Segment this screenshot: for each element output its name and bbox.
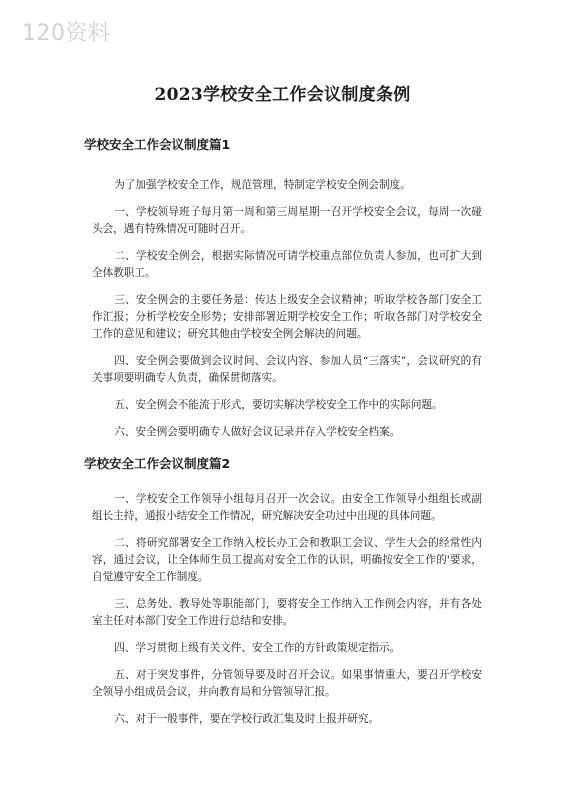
paragraph: 三、总务处、教导处等职能部门，要将安全工作纳入工作例会内容，并有各处室主任对本部门安全工作进行总结和安排。 (92, 598, 482, 627)
paragraph: 五、对于突发事件，分管领导要及时召开会议。如果事情重大，要召开学校安全领导小组成员会议，并向教育局和分管领导汇报。 (92, 669, 482, 698)
paragraph: 六、安全例会要明确专人做好会议记录并存入学校安全档案。 (114, 426, 401, 438)
paragraph: 一、学校领导班子每月第一周和第三周星期一召开学校安全会议，每周一次碰头会，遇有特殊情况可随时召开。 (92, 206, 482, 235)
section-heading: 学校安全工作会议制度篇2 (84, 456, 231, 471)
document-title: 2023学校安全工作会议制度条例 (154, 85, 411, 105)
section-heading: 学校安全工作会议制度篇1 (84, 137, 231, 152)
section-1 (84, 137, 482, 451)
paragraph: 五、安全例会不能流于形式，要切实解决学校安全工作中的实际问题。 (114, 399, 443, 411)
paragraph: 二、学校安全例会，根据实际情况可请学校重点部位负责人参加，也可扩大到全体教职工。 (92, 250, 482, 279)
paragraph: 为了加强学校安全工作，规范管理，特制定学校安全例会制度。 (114, 179, 411, 191)
section-2 (84, 456, 482, 738)
paragraph: 二、将研究部署安全工作纳入校长办工会和教职工会议、学生大会的经常性内容，通过会议，让全体师生员工提高对安全工作的认识，明确按安全工作的'要求，自觉遵守安全工作制度。 (92, 537, 482, 583)
paragraph: 一、学校安全工作领导小组每月召开一次会议。由安全工作领导小组组长或副组长主持，通报小结安全工作情况，研究解决安全功过中出现的具体问题。 (92, 493, 482, 522)
paragraph: 四、安全例会要做到会议时间、会议内容、参加人员“三落实”，会议研究的有关事项要明确专人负责，确保贯彻落实。 (92, 355, 482, 384)
paragraph: 三、安全例会的主要任务是：传达上级安全会议精神；听取学校各部门安全工作汇报；分析学校安全形势；安排部署近期学校安全工作；听取各部门对学校安全工作的意见和建议；研究其他由学校安全例会解决的问题。 (92, 294, 482, 340)
watermark: 120资料 (22, 21, 111, 46)
paragraph: 四、学习贯彻上级有关文件、安全工作的方针政策规定指示。 (114, 642, 401, 654)
paragraph: 六、对于一般事件，要在学校行政汇集及时上报并研究。 (114, 713, 380, 725)
